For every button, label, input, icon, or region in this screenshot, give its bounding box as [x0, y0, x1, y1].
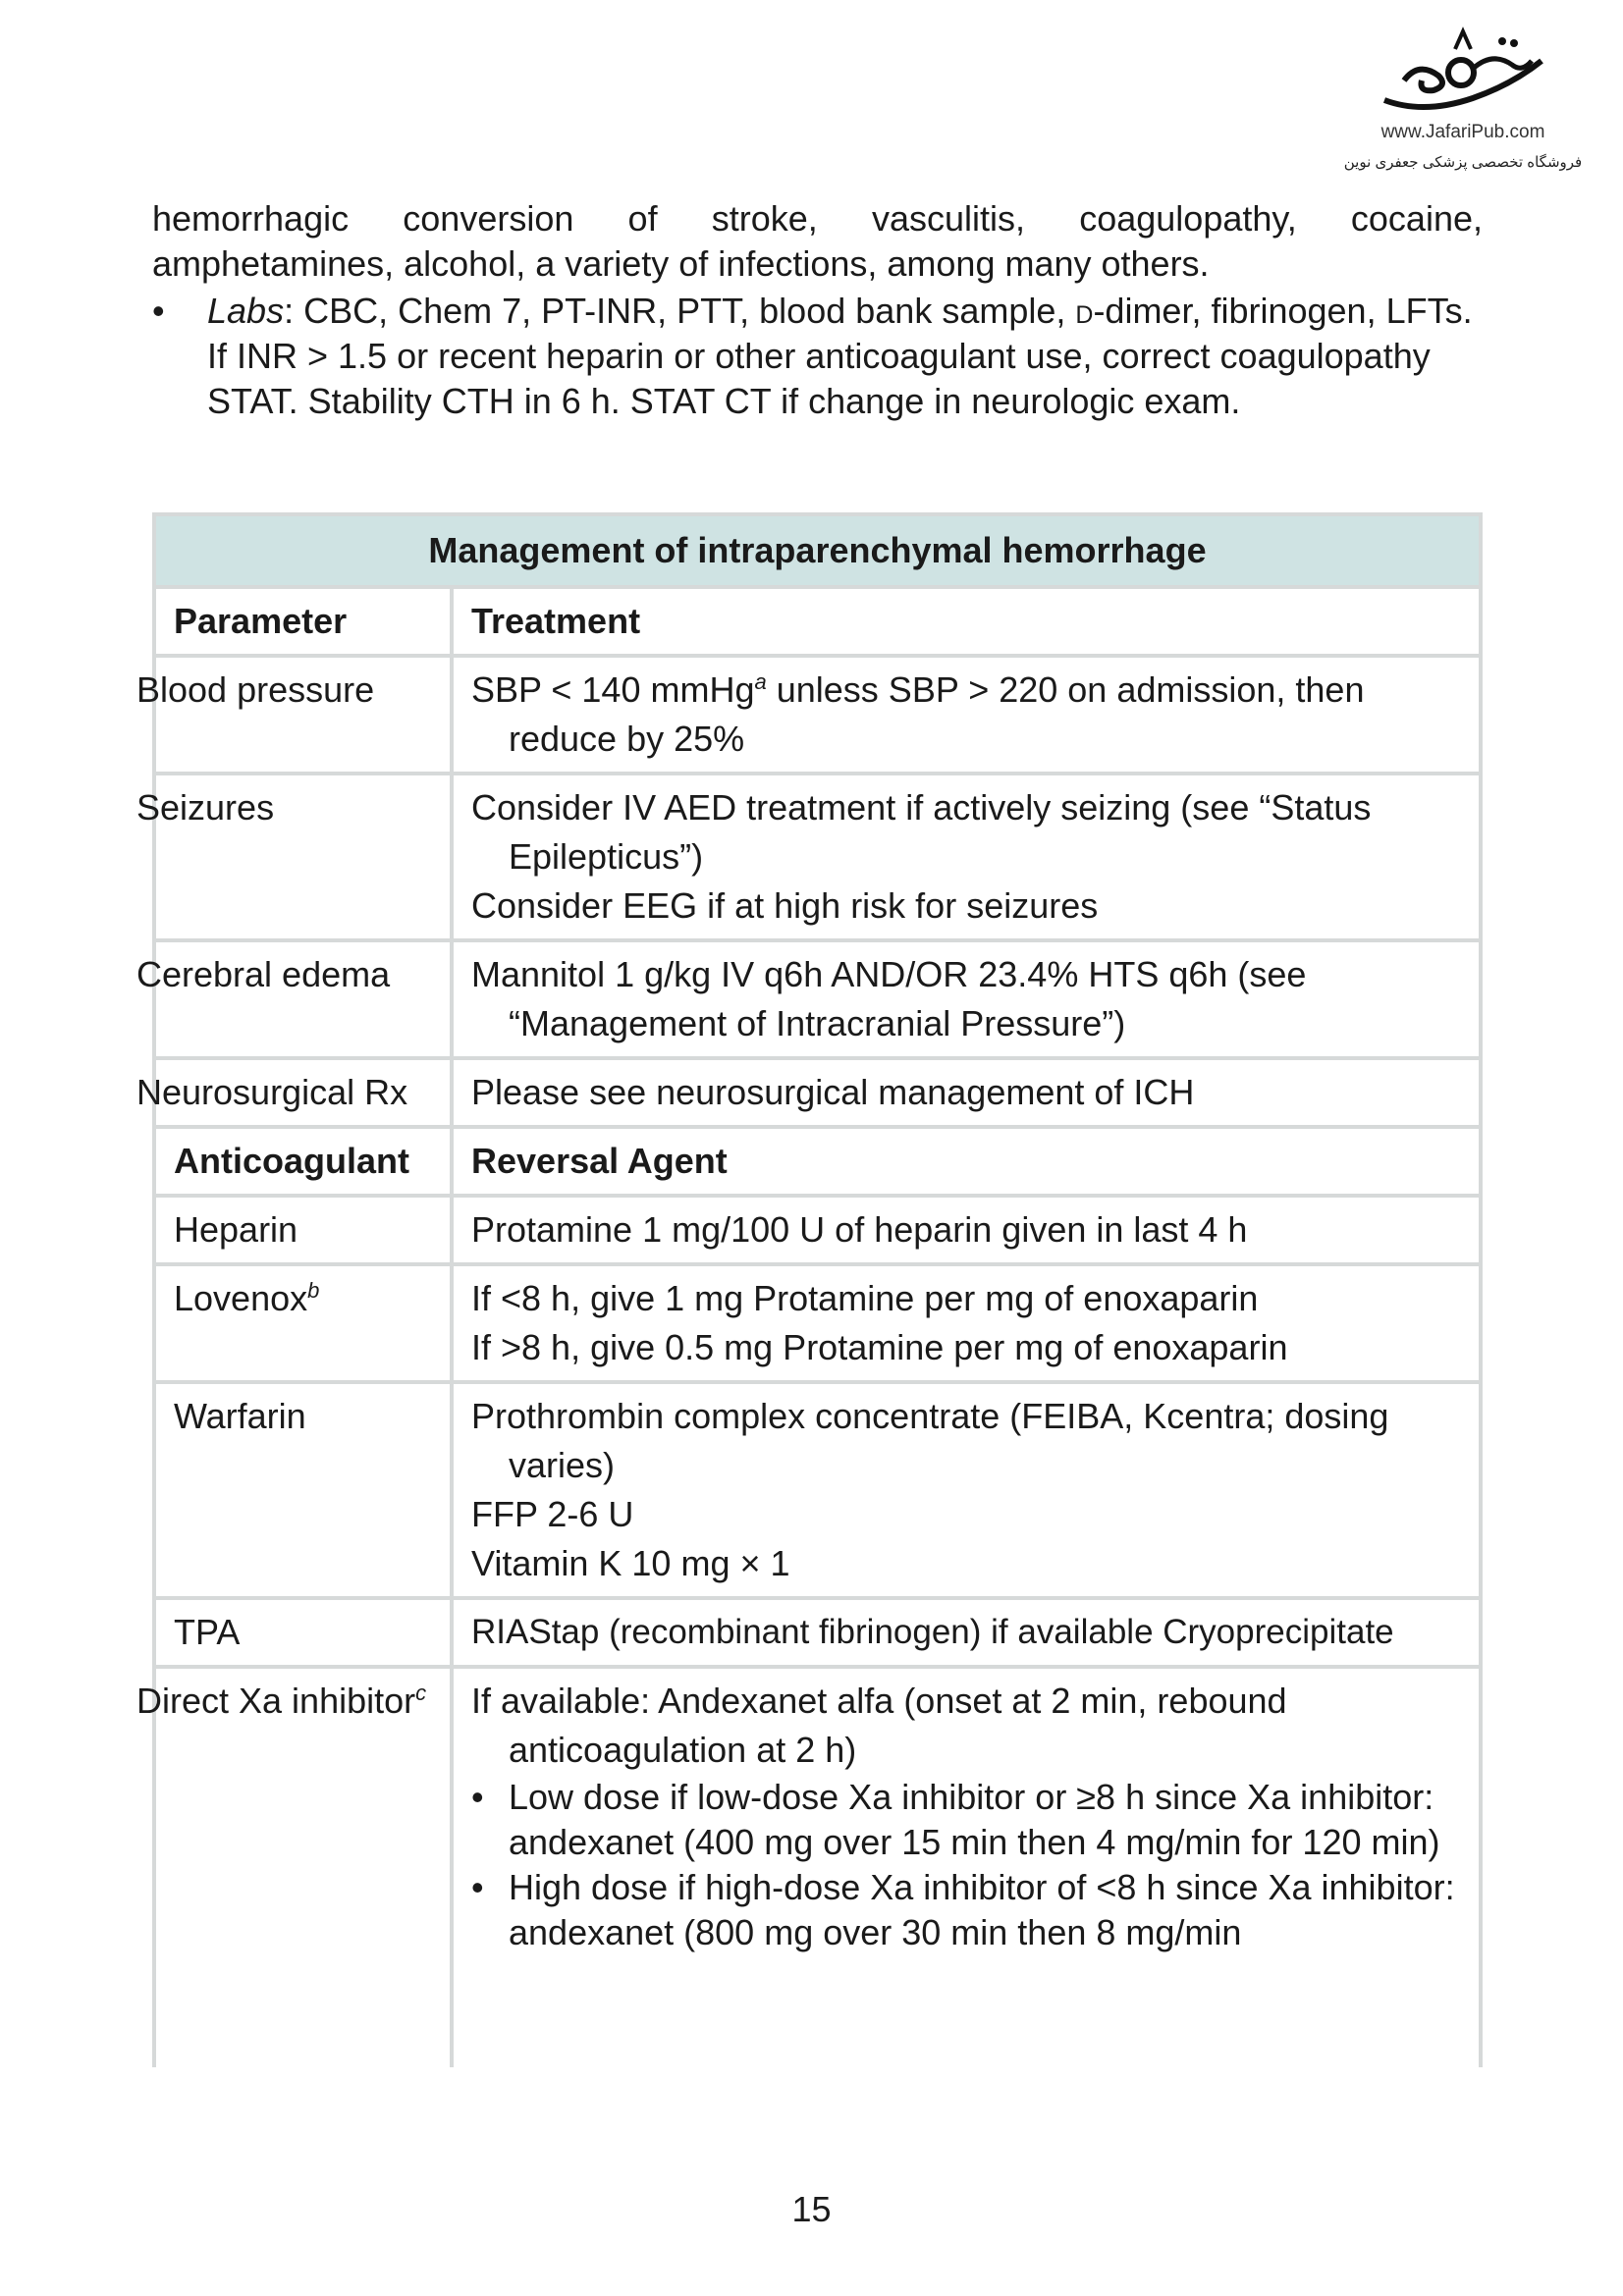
- header-reversal-agent: Reversal Agent: [452, 1127, 1481, 1196]
- edema-line-1: Mannitol 1 g/kg IV q6h AND/OR 23.4% HTS q6h (see “Management of Intracranial Pressure”): [471, 954, 1307, 1043]
- ich-management-table: [136, 512, 1483, 2067]
- labs-smallcap: d: [1075, 291, 1094, 331]
- table-row: [154, 1667, 1481, 2067]
- row-value-heparin: Protamine 1 mg/100 U of heparin given in last 4 h: [452, 1196, 1481, 1264]
- row-value-tpa: RIAStap (recombinant fibrinogen) if available Cryoprecipitate: [452, 1598, 1481, 1667]
- row-value-warfarin: [452, 1382, 1481, 1598]
- table-row: [154, 1382, 1481, 1598]
- labs-bullet: [152, 289, 1483, 424]
- neurosurgical-line-1: Please see neurosurgical management of ICH: [471, 1072, 1195, 1112]
- bullet-dot-icon: •: [152, 291, 165, 331]
- table-row: [154, 774, 1481, 940]
- row-value-seizures: [452, 774, 1481, 940]
- lovenox-label: Lovenox: [174, 1278, 308, 1318]
- footnote-a: a: [754, 669, 767, 694]
- warfarin-line-1: Prothrombin complex concentrate (FEIBA, Kcentra; dosing varies): [471, 1396, 1389, 1485]
- row-label-seizures: Seizures: [154, 774, 452, 940]
- row-value-blood-pressure: [452, 656, 1481, 774]
- table-subheader-row: [154, 1127, 1481, 1196]
- table-title: Management of intraparenchymal hemorrhage: [154, 514, 1481, 587]
- warfarin-line-3: Vitamin K 10 mg × 1: [471, 1543, 790, 1583]
- bp-text-a: SBP < 140 mmHg: [471, 669, 755, 710]
- bullet-dot-icon: •: [471, 1867, 484, 1907]
- table-row: [154, 1196, 1481, 1264]
- row-label-lovenox: [154, 1264, 452, 1382]
- footnote-b: b: [307, 1278, 320, 1303]
- publisher-tagline: فروشگاه تخصصی پزشکی جعفری نوین: [1343, 154, 1583, 171]
- row-label-cerebral-edema: Cerebral edema: [154, 940, 452, 1058]
- row-value-cerebral-edema: [452, 940, 1481, 1058]
- xa-low-dose-text: Low dose if low-dose Xa inhibitor or ≥8 h since Xa inhibitor: andexanet (400 mg over 15 min then 4 mg/min for 120 min): [509, 1777, 1440, 1862]
- xa-label: Direct Xa inhibitor: [136, 1681, 416, 1721]
- publisher-url: www.JafariPub.com: [1380, 122, 1545, 142]
- publisher-logo-icon: [1365, 22, 1561, 120]
- header-treatment: Treatment: [452, 587, 1481, 656]
- labs-text-a: : CBC, Chem 7, PT-INR, PTT, blood bank sample,: [284, 291, 1076, 331]
- lovenox-line-2: If >8 h, give 0.5 mg Protamine per mg of enoxaparin: [471, 1327, 1288, 1367]
- bullet-dot-icon: •: [471, 1777, 484, 1817]
- labs-label: Labs: [207, 291, 285, 331]
- row-label-tpa: TPA: [154, 1598, 452, 1667]
- row-label-heparin: Heparin: [154, 1196, 452, 1264]
- row-label-neurosurgical: Neurosurgical Rx: [154, 1058, 452, 1127]
- xa-high-dose-text: High dose if high-dose Xa inhibitor of <8 h since Xa inhibitor: andexanet (800 mg over 30 min then 8 mg/min: [509, 1867, 1455, 1952]
- table-row: [154, 1598, 1481, 1667]
- intro-section: [152, 196, 1483, 424]
- row-label-xa-inhibitor: [136, 1667, 452, 2067]
- table-row: [154, 940, 1481, 1058]
- xa-bullet-low-dose: [471, 1775, 1461, 1865]
- seizures-line-1: Consider IV AED treatment if actively seizing (see “Status Epilepticus”): [471, 787, 1372, 877]
- publisher-logo: [1330, 22, 1596, 188]
- table-row: [154, 1264, 1481, 1382]
- header-anticoagulant: Anticoagulant: [154, 1127, 452, 1196]
- intro-line-1: hemorrhagic conversion of stroke, vasculitis, coagulopathy, cocaine,: [152, 198, 1483, 239]
- table-header-row: [154, 587, 1481, 656]
- row-value-lovenox: [452, 1264, 1481, 1382]
- page-number: 15: [791, 2189, 832, 2229]
- table-row: [154, 656, 1481, 774]
- bp-text-b: unless SBP > 220 on admission, then reduce by 25%: [509, 669, 1365, 759]
- row-label-blood-pressure: Blood pressure: [154, 656, 452, 774]
- xa-bullet-high-dose: [471, 1865, 1461, 1955]
- seizures-line-2: Consider EEG if at high risk for seizures: [471, 885, 1099, 926]
- table-title-row: [154, 514, 1481, 587]
- xa-intro: If available: Andexanet alfa (onset at 2 min, rebound anticoagulation at 2 h): [471, 1681, 1287, 1770]
- row-value-xa-inhibitor: [452, 1667, 1481, 2067]
- row-value-neurosurgical: [452, 1058, 1481, 1127]
- intro-line-2: amphetamines, alcohol, a variety of infections, among many others.: [152, 243, 1210, 284]
- warfarin-line-2: FFP 2-6 U: [471, 1494, 634, 1534]
- lovenox-line-1: If <8 h, give 1 mg Protamine per mg of enoxaparin: [471, 1278, 1259, 1318]
- row-label-warfarin: Warfarin: [154, 1382, 452, 1598]
- footnote-c: c: [415, 1681, 427, 1705]
- labs-text-b: -dimer, fibrinogen, LFTs. If INR > 1.5 or recent heparin or other anticoagulant use, correct coagulopathy STAT. Stability CTH in 6 h. STAT CT if change in neurologic exam.: [207, 291, 1473, 421]
- header-parameter: Parameter: [154, 587, 452, 656]
- table-row: [154, 1058, 1481, 1127]
